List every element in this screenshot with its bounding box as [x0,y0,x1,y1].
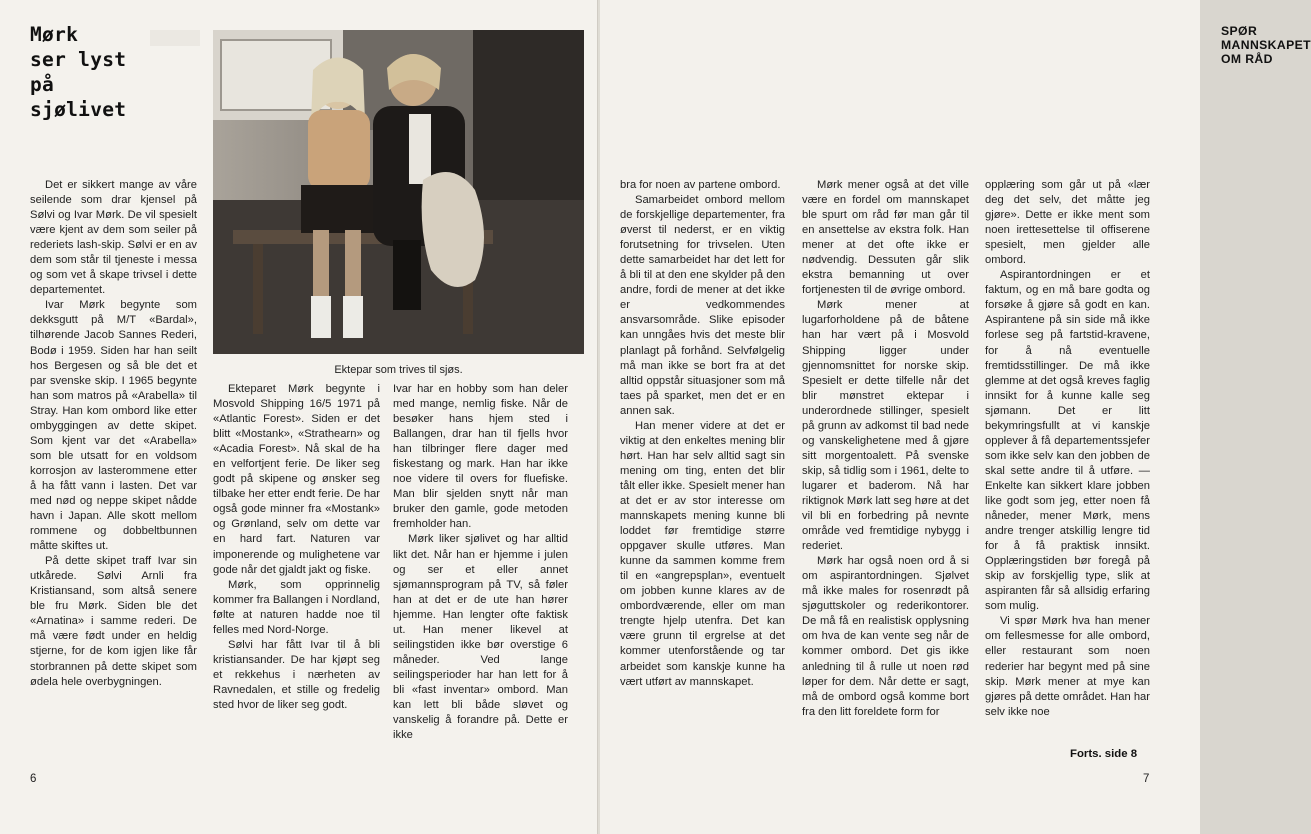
paragraph: På dette skipet traff Ivar sin utkårede. Sølvi Arnli fra Kristiansand, som altså senere ble fru Mørk. Siden ble det «Arnatina» i samme rederi. De må være født under en heldig stjerne, for de kom igjen like får storbrannen på dette skipet som ødela hele overbygningen. [30,555,197,688]
headline-line-4: sjølivet [30,98,127,121]
right-page [600,0,1311,834]
paragraph: Mørk har også noen ord å si om aspirantordningen. Sjølvet må ikke males for rosenrødt på sjøguttskoler og rederikontorer. De må få en realistisk opplysning om hva de kan vente seg når de kommer ombord. Det gis ikke anledning til å rulle ut noen rød løper for dem. Når dette er sagt, må de ombord også komme bort fra den litt foreldete form for [802,555,969,718]
left-page [0,0,598,834]
paragraph: Mørk, som opprinnelig kommer fra Ballangen i Nordland, følte at naturen hadde noe til felles med Nord-Norge. [213,578,380,636]
paragraph: Ekteparet Mørk begynte i Mosvold Shipping 16/5 1971 på «Atlantic Forest». Siden er det blitt «Mostank», «Strathearn» og «Acadia Forest». Nå skal de ha en velfortjent ferie. De liker seg godt på skipene og ønsker seg tilbake her etter endt ferie. De har også gode minner fra «Mostank» og Grønland, selv om dette var en hard fart. Naturen var imponerende og mulighetene var gode når det gjaldt jakt og fiske. [213,383,380,576]
article-column-3 [393,382,568,743]
paragraph: Det er sikkert mange av våre seilende som drar kjensel på Sølvi og Ivar Mørk. De vil spesielt være kjent av dem som seiler på rederiets lash-skip. Sølvi er en av dem som står til tjeneste i messa og som vet å skape trivsel i dette departementet. [30,179,197,297]
article-column-6 [985,178,1150,720]
headline-line-2: ser lyst [30,48,127,71]
article-column-2 [213,382,380,713]
couple-photo [213,30,584,354]
page-number-right: 7 [1143,773,1150,785]
paragraph: Samarbeidet ombord mellom de forskjellige departementer, fra øverst til nederst, er en viktig forutsetning for trivselen. Uten dette samarbeidet har det lett for å bli til at den ene skylder på den andre, fordi de mener at det ikke er vedkommendes ansvarsområde. Slike episoder kan unngåes hvis det meste blir planlagt på forhånd. Selvfølgelig må man ikke se bort fra at det alltid oppstår situasjoner som må taes på sparket, men det er en annen sak. [620,194,785,417]
paragraph: Ivar Mørk begynte som dekksgutt på M/T «Bardal», tilhørende Jacob Sannes Rederi, Bodø i 1959. Siden har han seilt hos Bergesen og så ble det et par svenske skip. I 1965 begynte han som matros på «Arabella» til Stray. Han kom ombord like etter ombyggingen av dette skipet. Som kjent var det «Arabella» som ble utsatt for en voldsom korrosjon av lasterommene etter å ha fått vann i lasten. Det var med nød og neppe skipet nådde havn i Japan. Alle skott mellom rommene og dobbeltbunnen måtte skiftes ut. [30,299,197,553]
paragraph: Mørk mener at lugarforholdene på de båtene han har vært på i Mosvold Shipping ligger under gjennomsnittet for norske skip. Spesielt er dette tilfelle når det blir mønstret ektepar i underordnede stillinger, spesielt på grunn av adkomst til bad nede og vanskelighetene med å gjøre sitt morgentoalett. På svenske skip, så tidlig som i 1961, delte to lugarer et baderom. Nå har riktignok Mørk latt seg høre at det vil bli en forbedring på nevnte område ved fremtidige nybygg i rederiet. [802,299,969,553]
couple-photo-illustration [213,30,584,354]
headline-line-3: på [30,73,55,96]
article-column-5 [802,178,969,720]
headline-line-1: Mørk [30,23,79,46]
paragraph: Mørk mener også at det ville være en fordel om mannskapet ble spurt om råd før man går til en ansettelse av ekstra folk. Han mener at det ofte ikke er nødvendig. Dessuten går slik ekstra bemanning ut over fortjenesten til de øvrige ombord. [802,179,969,297]
paragraph: Han mener videre at det er viktig at den enkeltes mening blir hørt. Han har selv alltid sagt sin mening om ting, enten det blir tålt eller ikke. Spesielt mener han at det er av stor interesse om mannskapets mening kunne bli loddet før fremtidige større oppgaver skulle utføres. Man kunne da sammen komme frem til en «angrepsplan», eventuelt om jobben kunne klares av de ombordværende, eller om man trengte hjelp utenfra. Det kan være grunn til ergrelse at det kommer utenforstående og tar arbeidet som kanskje kunne ha vært utført av mannskapet. [620,419,785,688]
article-headline [30,22,190,122]
article-column-1 [30,178,197,690]
paragraph: Vi spør Mørk hva han mener om fellesmesse for alle ombord, eller restaurant som noen rederier har begynt med på sine skip. Mørk mener at mye kan gjøres på dette området. Han har selv ikke noe [985,615,1150,718]
continued-note: Forts. side 8 [1070,748,1138,760]
page-number-left: 6 [30,773,37,785]
paragraph: Aspirantordningen er et faktum, og en må bare godta og forsøke å gjøre så godt en kan. Aspirantene på sin side må ikke forlese seg på fartstid-kravene, for å nå eventuelle fremtidsstillinger. De må ikke glemme at det også kreves faglig innsikt for å kunne kalle seg sjømann. Det er litt bekymringsfullt at vi kanskje opplever å få departementssjefer som ikke selv kan den jobben de skal sette andre til å utføre. — Enkelte kan sikkert klare jobben like godt som jeg, etter noen få nåneder, mener Mørk, mens andre trenger atskillig lengre tid for å få praktisk innsikt. Opplæringstiden bør foregå på skip av forskjellig type, slik at aspiranten får så allsidig erfaring som mulig. [985,269,1150,613]
paragraph: Sølvi har fått Ivar til å bli kristiansander. De har kjøpt seg et rekkehus i nærheten av Ravnedalen, et stille og fredelig sted hvor de liker seg godt. [213,638,380,711]
paragraph: Ivar har en hobby som han deler med mange, nemlig fiske. Når de besøker hans hjem sted i Ballangen, drar han til fjells hvor han tilbringer flere dager med fiskestang og mark. Han har ikke noe videre til overs for fluefiske. Man blir sjelden snytt når man bruker den gamle, gode metoden fremholder han. [393,383,568,531]
paragraph: Mørk liker sjølivet og har alltid likt det. Når han er hjemme i julen og ser et eller annet sjømannsprogram på TV, så føler han at det er de ute han hører hjemme. Han lengter ofte faktisk ut. Han mener likevel at seilingstiden ikke bør overstige 6 måneder. Ved lange seilingsperioder har han lett for å bli «fast inventar» ombord. Man kan lett bli både sløvet og vanskelig å forandre på. Dette er ikke [393,533,568,742]
paragraph: bra for noen av partene ombord. [620,179,781,191]
article-column-4 [620,178,785,690]
paragraph: opplæring som går ut på «lær deg det selv, det måtte jeg gjøre». Dette er ikke ment som noen irettesettelse til offiserene spesielt, men gjelder alle ombord. [985,179,1150,267]
section-title: SPØR MANNSKAPET OM RÅD [1221,24,1311,66]
photo-caption: Ektepar som trives til sjøs. [334,364,463,376]
